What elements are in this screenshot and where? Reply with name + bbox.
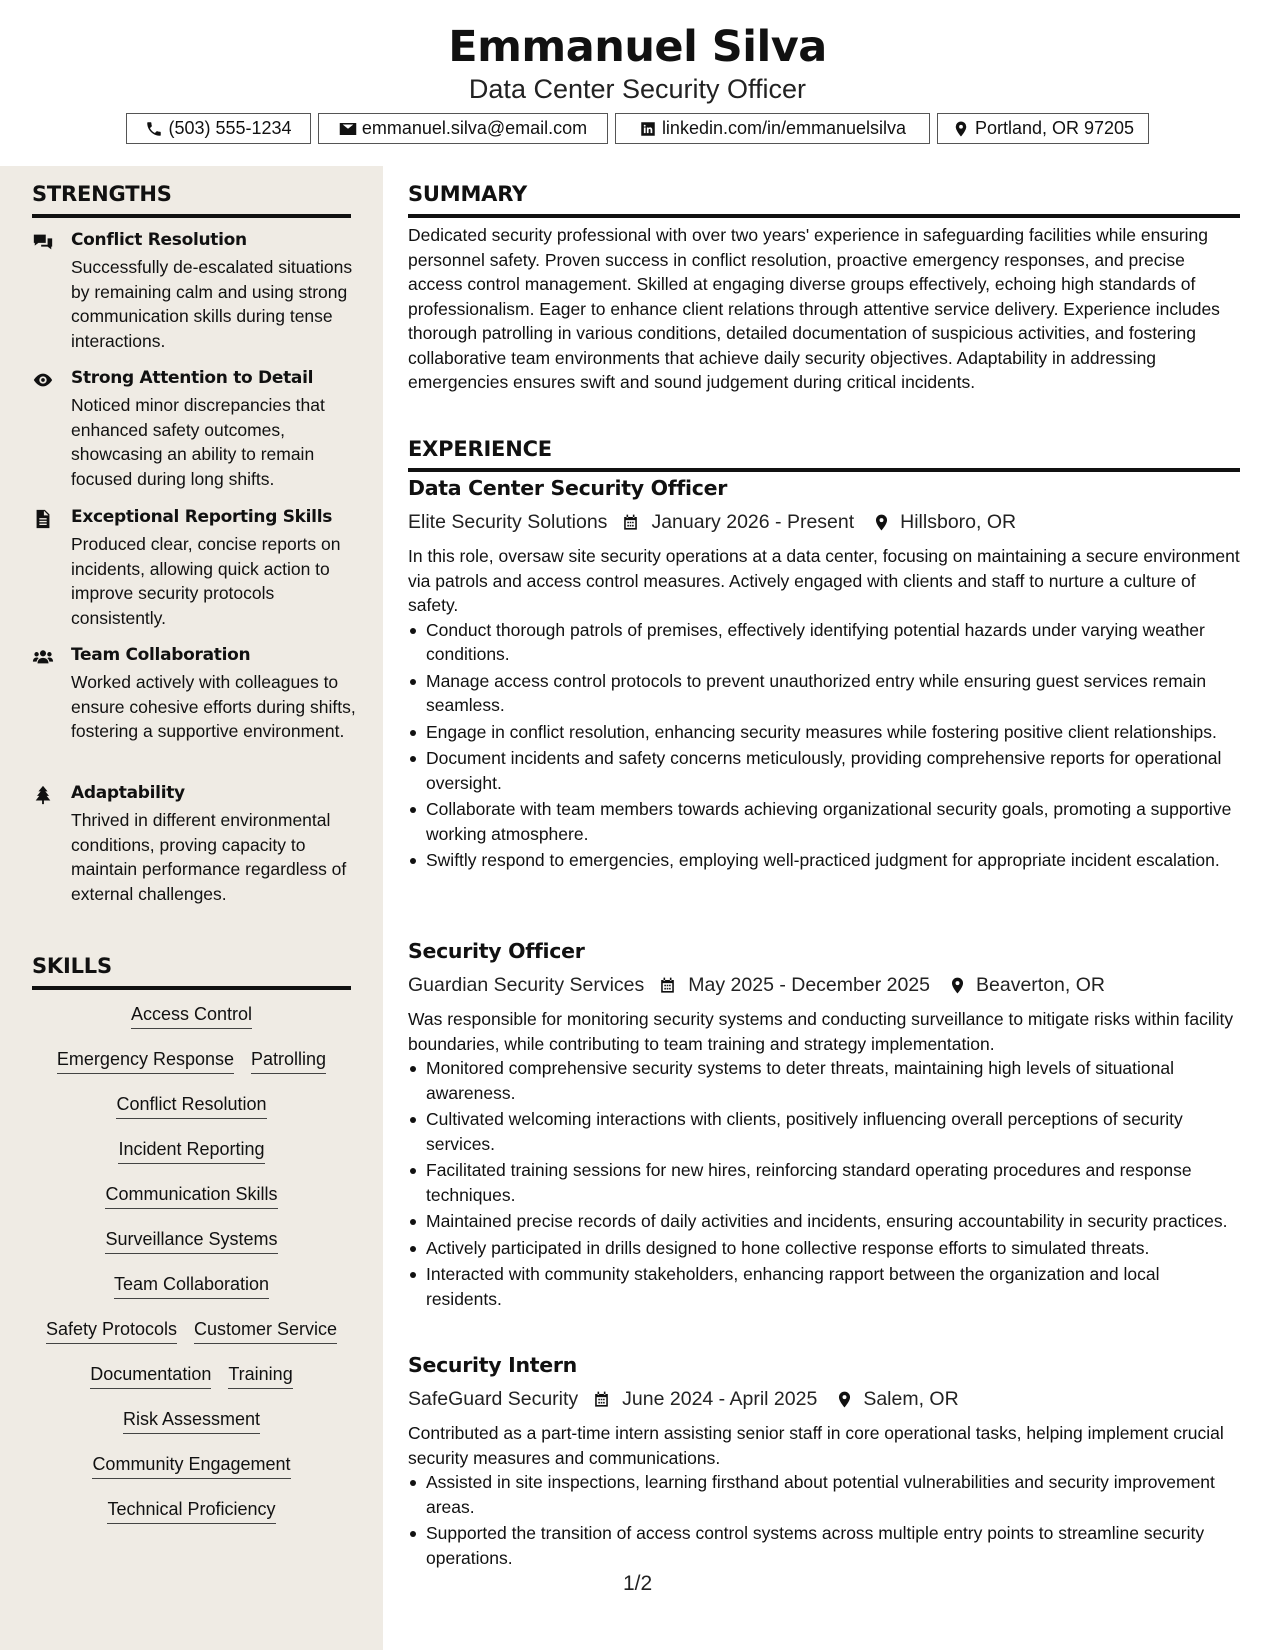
skills-divider [32, 986, 351, 990]
contact-email[interactable] [318, 113, 608, 144]
calendar-icon [621, 513, 640, 532]
contact-linkedin[interactable] [615, 113, 930, 144]
skills-row [32, 1454, 351, 1479]
skills-row [32, 1139, 351, 1164]
job-location: Hillsboro, OR [900, 510, 1017, 533]
contact-location[interactable] [937, 113, 1149, 144]
skill-tag: Surveillance Systems [105, 1229, 277, 1254]
resume-header [0, 0, 1275, 166]
skill-tag: Access Control [131, 1004, 252, 1029]
candidate-title: Data Center Security Officer [468, 74, 807, 104]
job-description: Contributed as a part-time intern assisting senior staff in core operational tasks, helping implement crucial security measures and communications. [408, 1423, 1224, 1468]
strength-desc: Successfully de-escalated situations by remaining calm and using strong communication skills during tense interactions. [71, 257, 353, 351]
strength-title: Exceptional Reporting Skills [71, 507, 333, 527]
skill-tag: Technical Proficiency [107, 1499, 275, 1524]
tree-icon [32, 784, 54, 806]
eye-icon [32, 369, 54, 391]
skill-tag: Community Engagement [92, 1454, 290, 1479]
skills-row [32, 1049, 351, 1074]
job-bullet: Facilitated training sessions for new hires, reinforcing standard operating procedures and response techniques. [408, 1158, 1240, 1207]
skill-tag: Documentation [90, 1364, 211, 1389]
map-pin-icon [872, 513, 891, 532]
job-bullet: Monitored comprehensive security systems to deter threats, maintaining high levels of situational awareness. [408, 1056, 1240, 1105]
job-bullets [408, 1470, 1240, 1570]
summary-divider [408, 214, 1240, 218]
strengths-divider [32, 214, 351, 218]
contact-bar [0, 113, 1275, 144]
skills-heading: SKILLS [32, 954, 112, 978]
skill-tag: Team Collaboration [114, 1274, 269, 1299]
job-dates: June 2024 - April 2025 [622, 1387, 818, 1410]
job-company: Elite Security Solutions [408, 510, 608, 533]
calendar-icon [592, 1390, 611, 1409]
skill-tag: Patrolling [251, 1049, 326, 1074]
job-title: Security Intern [408, 1353, 577, 1377]
skill-tag: Emergency Response [57, 1049, 234, 1074]
candidate-name: Emmanuel Silva [448, 22, 827, 72]
skills-row [32, 1229, 351, 1254]
contact-linkedin-text: linkedin.com/in/emmanuelsilva [661, 118, 907, 138]
job-description: Was responsible for monitoring security systems and conducting surveillance to mitigate risks within facility boundaries, while contributing to team training and strategy implementation. [408, 1009, 1234, 1054]
strength-desc: Produced clear, concise reports on incidents, allowing quick action to improve security protocols consistently. [71, 534, 341, 628]
job-company: Guardian Security Services [408, 973, 645, 996]
job-description: In this role, oversaw site security operations at a data center, focusing on maintaining a secure environment via patrols and access control measures. Actively engaged with clients and staff to nurture a culture of safety. [408, 546, 1240, 615]
skill-tag: Risk Assessment [123, 1409, 260, 1434]
job-bullet: Actively participated in drills designed to hone collective response efforts to simulated threats. [408, 1236, 1240, 1261]
skills-row [32, 1364, 351, 1389]
skills-row [32, 1319, 351, 1344]
job-location: Beaverton, OR [976, 973, 1105, 996]
contact-phone-text: (503) 555-1234 [168, 118, 292, 138]
skill-tag: Training [228, 1364, 292, 1389]
job-meta [408, 970, 1240, 1000]
contact-phone[interactable] [126, 113, 311, 144]
job-bullet: Swiftly respond to emergencies, employing well-practiced judgment for appropriate incident escalation. [408, 848, 1240, 873]
strength-title: Strong Attention to Detail [71, 368, 314, 388]
job-title: Data Center Security Officer [408, 476, 728, 500]
job-bullet: Manage access control protocols to prevent unauthorized entry while ensuring guest services remain seamless. [408, 669, 1240, 718]
document-icon [32, 508, 54, 530]
calendar-icon [658, 976, 677, 995]
linkedin-icon [639, 120, 657, 138]
strength-desc: Noticed minor discrepancies that enhanced safety outcomes, showcasing an ability to remain focused during long shifts. [71, 395, 325, 489]
summary-heading: SUMMARY [408, 182, 528, 206]
job-bullet: Interacted with community stakeholders, enhancing rapport between the organization and local residents. [408, 1262, 1240, 1311]
summary-text: Dedicated security professional with over two years' experience in safeguarding facilities while ensuring personnel safety. Proven success in conflict resolution, proactive emergency responses, and precise access control management. Skilled at engaging diverse groups effectively, echoing high standards of professionalism. Eager to enhance client relations through attentive service delivery. Experience includes thorough patrolling in various conditions, detailed documentation of suspicious activities, and fostering collaborative team environments that achieve daily security objectives. Adaptability in addressing emergencies ensures swift and sound judgement during critical incidents. [408, 225, 1220, 392]
skills-row [32, 1409, 351, 1434]
phone-icon [145, 120, 163, 138]
contact-email-text: emmanuel.silva@email.com [361, 118, 588, 138]
job-bullets [408, 618, 1240, 873]
map-pin-icon [948, 976, 967, 995]
skills-row [32, 1499, 351, 1524]
page-number: 1/2 [623, 1572, 653, 1595]
job-bullet: Engage in conflict resolution, enhancing security measures while fostering positive client relationships. [408, 720, 1240, 745]
job-meta [408, 507, 1240, 537]
sidebar [0, 166, 383, 1650]
experience-divider [408, 468, 1240, 472]
job-entry [408, 476, 1240, 875]
job-dates: May 2025 - December 2025 [688, 973, 930, 996]
skill-tag: Safety Protocols [46, 1319, 177, 1344]
job-bullet: Collaborate with team members towards achieving organizational security goals, promoting a supportive working atmosphere. [408, 797, 1240, 846]
job-bullet: Assisted in site inspections, learning firsthand about potential vulnerabilities and security improvement areas. [408, 1470, 1240, 1519]
strength-title: Conflict Resolution [71, 230, 247, 250]
job-dates: January 2026 - Present [651, 510, 855, 533]
skills-row [32, 1274, 351, 1299]
job-bullet: Cultivated welcoming interactions with clients, positively influencing overall perceptions of security services. [408, 1107, 1240, 1156]
job-bullet: Maintained precise records of daily activities and incidents, ensuring accountability in security practices. [408, 1209, 1240, 1234]
users-icon [32, 646, 54, 668]
skill-tag: Conflict Resolution [116, 1094, 266, 1119]
strengths-heading: STRENGTHS [32, 182, 172, 206]
strength-desc: Worked actively with colleagues to ensure cohesive efforts during shifts, fostering a supportive environment. [71, 672, 356, 741]
skills-row [32, 1004, 351, 1029]
contact-location-text: Portland, OR 97205 [974, 118, 1135, 138]
job-bullet: Document incidents and safety concerns meticulously, providing comprehensive reports for operational oversight. [408, 746, 1240, 795]
job-title: Security Officer [408, 939, 585, 963]
job-location: Salem, OR [863, 1387, 959, 1410]
experience-heading: EXPERIENCE [408, 437, 552, 461]
skills-row [32, 1094, 351, 1119]
job-bullets [408, 1056, 1240, 1311]
map-pin-icon [835, 1390, 854, 1409]
strength-title: Team Collaboration [71, 645, 251, 665]
job-bullet: Conduct thorough patrols of premises, effectively identifying potential hazards under varying weather conditions. [408, 618, 1240, 667]
skill-tag: Customer Service [194, 1319, 337, 1344]
job-entry [408, 939, 1240, 1313]
envelope-icon [339, 120, 357, 138]
chat-bubbles-icon [32, 231, 54, 253]
skill-tag: Communication Skills [105, 1184, 277, 1209]
job-meta [408, 1384, 1240, 1414]
skill-tag: Incident Reporting [118, 1139, 264, 1164]
job-company: SafeGuard Security [408, 1387, 579, 1410]
map-pin-icon [952, 120, 970, 138]
job-entry [408, 1353, 1240, 1572]
job-bullet: Supported the transition of access control systems across multiple entry points to streamline security operations. [408, 1521, 1240, 1570]
skills-row [32, 1184, 351, 1209]
strength-title: Adaptability [71, 783, 185, 803]
strength-desc: Thrived in different environmental conditions, proving capacity to maintain performance regardless of external challenges. [71, 810, 347, 904]
